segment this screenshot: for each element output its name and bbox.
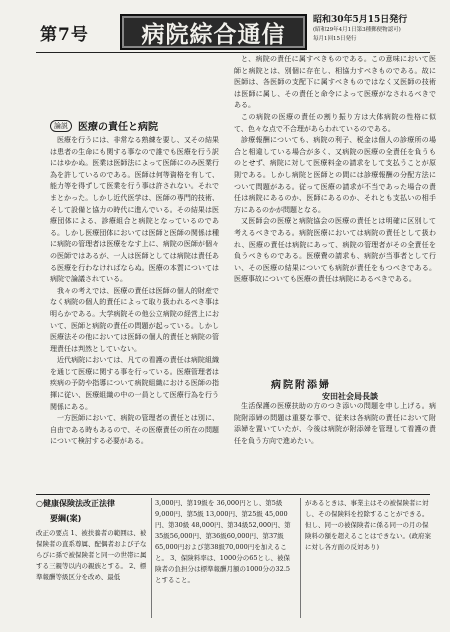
article-title: 医療の責任と病院 (78, 122, 158, 133)
paragraph: この病院の医療の責任の割り振り方は大体病院の性格に似て、色々な点で不合理があらわれているのである。 (234, 112, 436, 133)
bill-outline-middle: 3,000円、第19級を 36,000円とし、第5級9,000円、第5級 13,000円、第25級 45,000円、第30級 48,000円、第34級52,000円、第35級56,000円、第36級60,000円、第37級65,000円および第38級70,000円を加えること。 3、保険料率は、1000分の65とし、被保険者の負担分は標準報酬月額の1000分の32.5とすること。 (155, 499, 291, 584)
issue-date: 昭和30年5月15日発行 (313, 15, 408, 25)
bill-outline-right: があるときは、事業主はその被保険者に対し、その保険料を控除することができる。但し、同一の被保険者に係る同一の月の保険料の額を超えることはできない。(政府案に対し各方面の反対あり) (305, 499, 432, 551)
feature-title: 病院附添婦 (271, 380, 331, 391)
header-rule (36, 52, 430, 53)
paragraph: 医療を行うには、非常なる熟練を要し、又その結果は患者の生命にも関する事なので誰でも医療を行う訳にはゆかぬ。医業は医師法によって医師にのみ医業行為を許しているのである。医師は何等資格を有して、能力等を得ずして医業を行う事は許されない。それでまとかった。しかし近代医学は、医師の専門的技術、そして設備と協力の時代に進んでいる。その結果は医療団体による、診療組合と病院となっているのである。しかし医療団体においては医師と医師の関係は種に病院の管理者は医療をなす上に、病院の医師が個々の医師ではあるが、一人は医師としては病院は責任ある医療を行わなければならぬ。医療の本質については病院で論議されている。 (50, 136, 219, 284)
article-left-column (50, 135, 219, 487)
paragraph: 診療報酬についても、病院の利子、税金は個人の診療所の場合と相違している場合が多く、又病院の医療の全責任を負うものとせず、病院に対して医療料金の請求をして支払うことが原則である。しかし病院と医師との間には診療報酬の分配方法について問題がある。従って医療の請求が不当であった場合の責任は病院にあるのか、医師にあるのか、それとも支払いの相手方にあるのかが問題となる。 (234, 136, 436, 214)
publication-dates (313, 14, 433, 44)
section-rule (36, 494, 430, 495)
paragraph: と、病院の責任に属すべきものである。この意味において医師と病院とは、別個に存在し、相協力すべきものである。故に医師は、各医師の支配下に属すべきものではなく又医師の技術は医師に属し、その責任と命令によって医療がなされるべきである。 (234, 55, 436, 110)
bill-heading: ○健康保険法改正法律 (36, 499, 115, 508)
column-divider (151, 498, 152, 618)
bill-outline-left (36, 498, 148, 583)
paragraph: 近代病院においては、凡ての看護の責任は病院組織を通じて医療に関する事を行っている。医療管理者は疾病の予防や指導について病院組織における医師の指揮に従い、医療組織の中の一員として医療行為を行う関係にある。 (50, 356, 219, 411)
article-heading (50, 118, 219, 133)
frequency-note: 毎月1回15日発行 (313, 36, 357, 42)
feature-author: 安田社会局長談 (322, 392, 378, 401)
paragraph: 又医師会の医療と病院協会の医療の責任とは明確に区別して考えるべきである。病院医療においては病院の責任として扱われ、医療の責任は病院にあって、病院の管理者がその全責任を負うべきものである。医療費の請求も、病院が当事者として行い、その医療の結果についても病院が責任をもつべきである。医療事故についても医療の責任は病院にあるべきである。 (234, 217, 436, 284)
article-right-column (234, 54, 436, 378)
paragraph: 生活保護の医療扶助の方のつき添いの問題を申し上げる。病院附添婦の問題は重要な事で、従来は各病院の責任において附添婦を置いていたが、今後は病院が附添婦を管理して看護の責任を負う方向で進めたい。 (234, 402, 436, 445)
permit-note: (昭和29年4月1日第3種郵便物認可) (313, 27, 401, 33)
paragraph: 我々の考えでは、医療の責任は医師の個人的財産でなく病院の個人的責任によって取り扱われるべき事は明らかである。大学病院その他公立病院の経営上において、医師と病院の責任の問題が起っている。しかし医療法その他においては医師の個人的責任と病院の管理責任は判然としていない。 (50, 286, 219, 353)
bill-subheading: 要綱(案) (50, 514, 82, 523)
column-divider (300, 498, 301, 618)
editorial-tag: 論説 (50, 120, 72, 132)
feature-body (234, 401, 436, 489)
bill-text: 改正の要点 1、被扶養者の範囲は、被保険者の直系尊属、配偶者および子ならびに孫で被保険者と同一の世帯に属する三親等以内の親族とする。 2、標準報酬等級区分を改め、最低 (36, 529, 147, 581)
masthead-title: 病院綜合通信 (120, 14, 307, 50)
paragraph: 一方医師において、病院の管理者の責任とは別に、自由である時もあるので、その医療責任の所在の問題について検討する必要がある。 (50, 414, 219, 446)
issue-number: 第7号 (40, 25, 89, 45)
